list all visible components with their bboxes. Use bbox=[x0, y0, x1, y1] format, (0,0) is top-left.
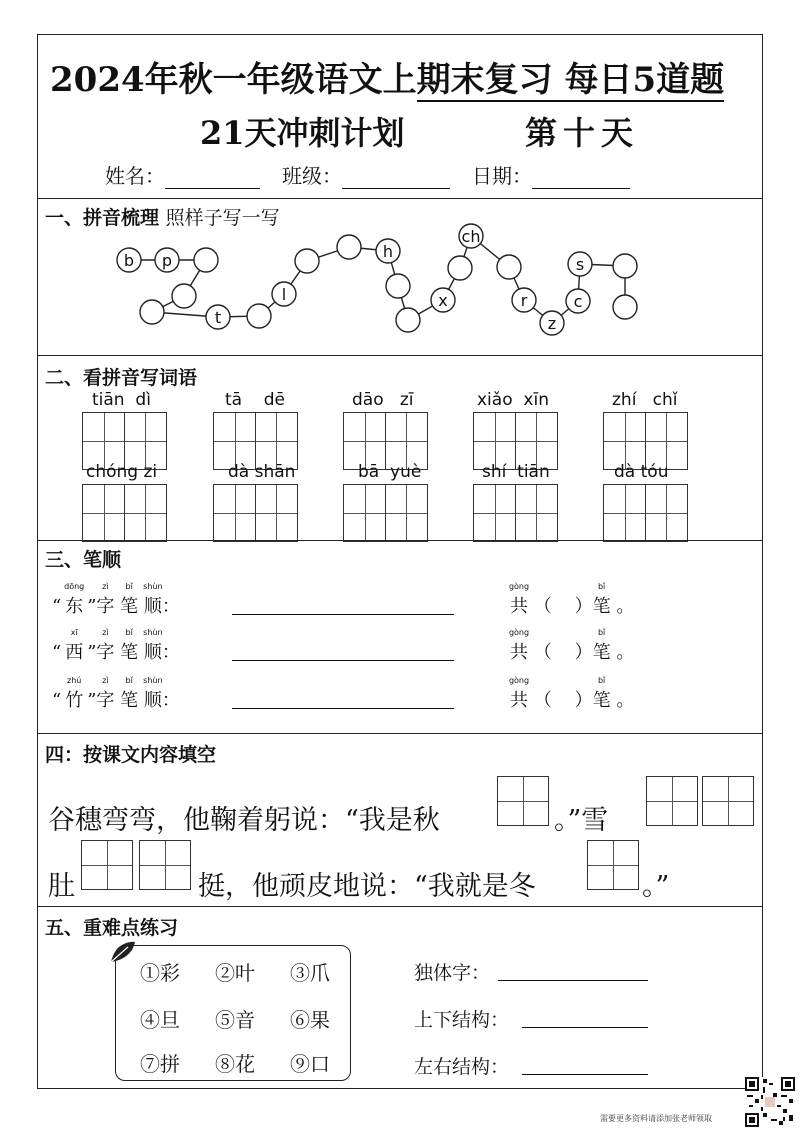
pinyin-label: bā yuè bbox=[358, 462, 422, 482]
writing-grid[interactable] bbox=[473, 484, 556, 542]
stroke-row-zhu: “ zhú 竹 ” zì 字 bǐ 笔 shùn 顺： bbox=[52, 676, 180, 711]
answer-line[interactable] bbox=[232, 614, 454, 615]
page-subtitle: 21天冲刺计划 bbox=[200, 114, 405, 152]
qr-code bbox=[745, 1077, 795, 1127]
pinyin-label: dà tóu bbox=[614, 462, 669, 482]
pinyin-label: shí tiān bbox=[482, 462, 550, 482]
section4-title: 四：按课文内容填空 bbox=[45, 744, 217, 766]
fill-line-2a: 肚 bbox=[48, 871, 75, 902]
pinyin-chain bbox=[100, 220, 660, 350]
section5-title: 五、重难点练习 bbox=[45, 917, 179, 939]
stroke-row-dong: “ dōng 东 ” zì 字 bǐ 笔 shùn 顺： bbox=[52, 582, 180, 617]
divider bbox=[37, 540, 763, 541]
letter-s: s bbox=[575, 255, 585, 274]
letter-z: z bbox=[547, 314, 557, 333]
option-9: ⑨口 bbox=[290, 1052, 330, 1076]
writing-grid[interactable] bbox=[343, 484, 426, 542]
letter-x: x bbox=[438, 291, 448, 310]
pinyin-label: dāo zī bbox=[352, 390, 414, 410]
answer-line[interactable] bbox=[522, 1074, 648, 1075]
q-single-structure: 独体字： bbox=[414, 962, 491, 984]
option-3: ③爪 bbox=[290, 961, 330, 985]
class-field[interactable]: 班级： bbox=[282, 160, 450, 189]
pinyin-label: dà shān bbox=[228, 462, 296, 482]
option-7: ⑦拼 bbox=[140, 1052, 180, 1076]
name-field[interactable]: 姓名： bbox=[105, 160, 260, 189]
fill-box[interactable] bbox=[497, 776, 549, 826]
divider bbox=[37, 198, 763, 199]
pinyin-label: zhí chǐ bbox=[612, 390, 678, 410]
answer-line[interactable] bbox=[498, 980, 648, 981]
pinyin-label: xiǎo xīn bbox=[477, 390, 549, 410]
answer-line[interactable] bbox=[232, 708, 454, 709]
section3-title: 三、笔顺 bbox=[45, 549, 122, 571]
fill-box[interactable] bbox=[139, 840, 191, 890]
fill-box[interactable] bbox=[702, 776, 754, 826]
letter-ch: ch bbox=[461, 227, 481, 246]
option-6: ⑥果 bbox=[290, 1008, 330, 1032]
writing-grid[interactable] bbox=[213, 484, 296, 542]
answer-line[interactable] bbox=[232, 660, 454, 661]
divider bbox=[37, 906, 763, 907]
stroke-row-xi: “ xī 西 ” zì 字 bǐ 笔 shùn 顺： bbox=[52, 628, 180, 663]
option-4: ④旦 bbox=[140, 1008, 180, 1032]
option-1: ①彩 bbox=[140, 961, 180, 985]
letter-l: l bbox=[281, 285, 287, 304]
writing-grid[interactable] bbox=[603, 484, 686, 542]
fill-box[interactable] bbox=[646, 776, 698, 826]
footer-note: 需要更多资料请添加张老师领取 bbox=[600, 1114, 712, 1123]
answer-line[interactable] bbox=[522, 1027, 648, 1028]
q-left-right: 左右结构： bbox=[414, 1056, 510, 1078]
stroke-count-zhu: gòng 共 （ ） bǐ 笔 。 bbox=[508, 676, 635, 711]
fill-line-2b: 挺，他顽皮地说：“我就是冬 bbox=[198, 871, 536, 902]
pinyin-label: tiān dì bbox=[92, 390, 151, 410]
section2-title: 二、看拼音写词语 bbox=[45, 367, 198, 389]
letter-p: p bbox=[161, 251, 173, 270]
section1-title: 一、拼音梳理 照样子写一写 bbox=[45, 207, 280, 229]
page-title: 2024年秋一年级语文上期末复习 每日5道题 bbox=[50, 60, 725, 100]
letter-t: t bbox=[214, 308, 222, 327]
fill-line-1b: 。”雪 bbox=[554, 805, 609, 836]
writing-grid[interactable] bbox=[82, 484, 165, 542]
option-8: ⑧花 bbox=[215, 1052, 255, 1076]
pinyin-label: tā dē bbox=[225, 390, 285, 410]
stroke-count-dong: gòng 共 （ ） bǐ 笔 。 bbox=[508, 582, 635, 617]
letter-c: c bbox=[573, 292, 583, 311]
divider bbox=[37, 733, 763, 734]
fill-box[interactable] bbox=[81, 840, 133, 890]
letter-r: r bbox=[520, 291, 528, 310]
fill-line-2c: 。” bbox=[642, 871, 670, 902]
fill-line-1a: 谷穗弯弯，他鞠着躬说：“我是秋 bbox=[48, 805, 440, 836]
leaf-icon bbox=[108, 938, 138, 966]
fill-box[interactable] bbox=[587, 840, 639, 890]
letter-b: b bbox=[123, 251, 135, 270]
pinyin-label: chóng zi bbox=[86, 462, 158, 482]
day-label: 第十天 bbox=[525, 114, 640, 152]
option-2: ②叶 bbox=[215, 961, 255, 985]
divider bbox=[37, 355, 763, 356]
q-top-bottom: 上下结构： bbox=[414, 1009, 510, 1031]
letter-h: h bbox=[382, 242, 394, 261]
option-5: ⑤音 bbox=[215, 1008, 255, 1032]
stroke-count-xi: gòng 共 （ ） bǐ 笔 。 bbox=[508, 628, 635, 663]
date-field[interactable]: 日期： bbox=[472, 160, 630, 189]
